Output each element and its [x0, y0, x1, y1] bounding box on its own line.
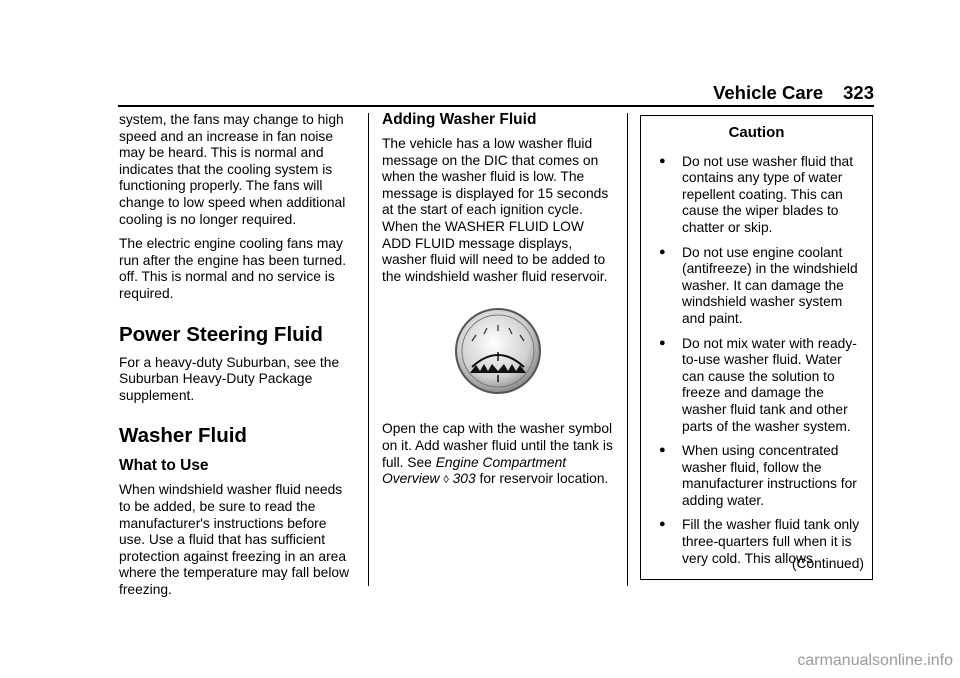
bullet-icon: ● [659, 444, 666, 457]
caution-item [649, 245, 864, 328]
xref-page-link[interactable]: 303 [452, 471, 476, 487]
page-number: 323 [843, 82, 874, 103]
header-section-title: Vehicle Care [713, 82, 824, 103]
site-watermark: carmanualsonline.info [797, 652, 953, 669]
column-2 [382, 112, 614, 497]
what-to-use-heading: What to Use [119, 457, 209, 475]
caution-item [649, 336, 864, 436]
washer-fluid-heading: Washer Fluid [119, 424, 247, 448]
caution-list [641, 154, 872, 568]
bullet-icon: ● [659, 336, 666, 349]
caution-item-text: When using concentrated washer fluid, follow the manufacturer instructions for adding water. [682, 443, 857, 508]
cooling-fans-paragraph: system, the fans may change to high speed and an increase in fan noise may be heard. This is normal and indicates that the cooling system is functioning properly. The fans will change to low speed when additional cooling is no longer required. [119, 112, 346, 227]
xref-suffix: for reservoir location. [479, 471, 609, 487]
column-1 [119, 112, 355, 606]
continued-label: (Continued) [791, 556, 864, 572]
what-to-use-paragraph: When windshield washer fluid needs to be added, be sure to read the manufacturer's instructions before use. Use a fluid that has sufficient protection against freezing in an area where the temperature may fall below freezing. [119, 482, 350, 597]
caution-box [640, 115, 873, 580]
caution-item-text: Do not use engine coolant (antifreeze) in the windshield washer. It can damage the windshield washer system and paint. [682, 244, 858, 326]
washer-symbol-container [382, 307, 614, 395]
engine-compartment-xref-link[interactable]: Engine Compartment Overview [382, 454, 567, 487]
caution-item-text: Fill the washer fluid tank only three-quarters full when it is very cold. This allows [682, 517, 860, 566]
adding-washer-fluid-heading: Adding Washer Fluid [382, 111, 537, 128]
bullet-icon: ● [659, 245, 666, 258]
column-divider-1 [368, 113, 369, 586]
caution-item [649, 154, 864, 237]
power-steering-paragraph: For a heavy-duty Suburban, see the Suburban Heavy-Duty Package supplement. [119, 354, 340, 403]
electric-fans-paragraph: The electric engine cooling fans may run after the engine has been turned. off. This is normal and no service is required. [119, 236, 347, 301]
column-divider-2 [627, 113, 628, 586]
caution-item-text: Do not use washer fluid that contains any type of water repellent coating. This can cause the wiper blades to chatter or skip. [682, 153, 854, 235]
page-header [713, 82, 874, 104]
caution-item [649, 443, 864, 509]
washer-fluid-symbol-icon [454, 307, 542, 395]
header-rule [118, 105, 874, 107]
caution-title: Caution [728, 124, 785, 141]
bullet-icon: ● [659, 518, 666, 531]
open-cap-paragraph [382, 421, 614, 488]
power-steering-heading: Power Steering Fluid [119, 322, 323, 346]
bullet-icon: ● [659, 154, 666, 167]
adding-washer-fluid-paragraph: The vehicle has a low washer fluid message on the DIC that comes on when the washer fluid is low. The message is displayed for 15 seconds at the start of each ignition cycle. When the WASHER FLUID LOW ADD FLUID message displays, washer fluid will need to be added to the windshield washer fluid reservoir. [382, 136, 609, 284]
xref-arrow-icon: ◊ [443, 474, 449, 487]
open-cap-text: Open the cap with the washer symbol on it. Add washer fluid until the tank is full. See [382, 421, 613, 470]
caution-item-text: Do not mix water with ready-to-use washer fluid. Water can cause the solution to freeze and damage the washer fluid tank and other parts of the washer system. [682, 335, 857, 434]
